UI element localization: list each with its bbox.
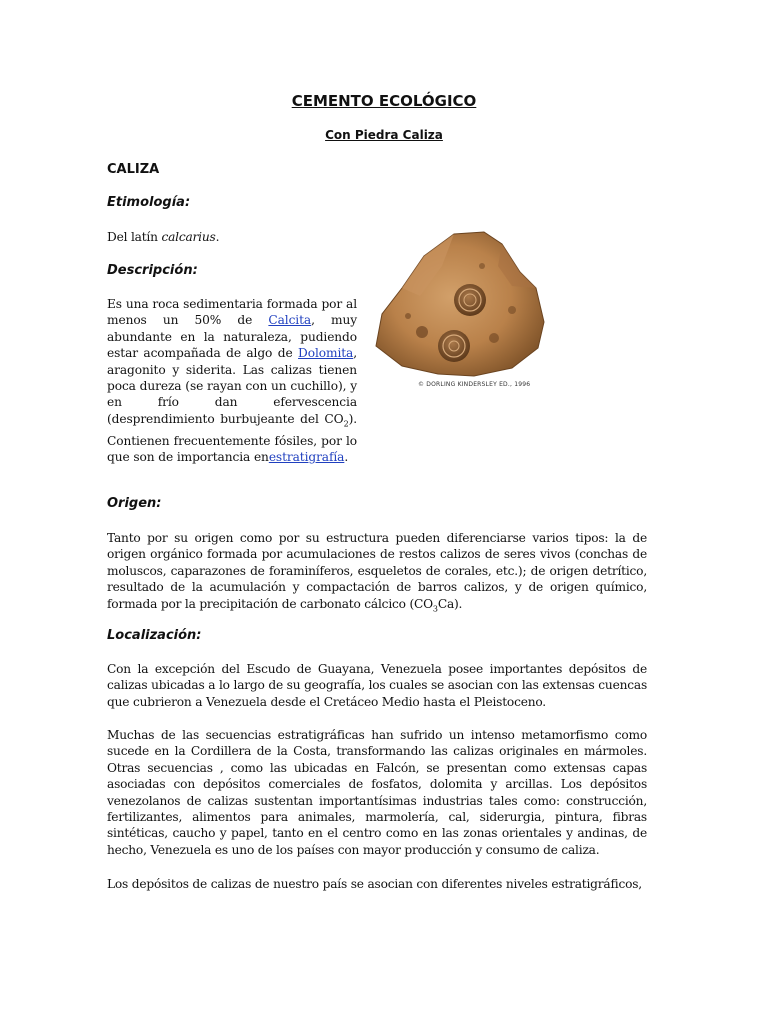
co3-subscript: 3 xyxy=(432,604,438,614)
heading-origen: Origen: xyxy=(107,496,162,511)
co2-subscript: 2 xyxy=(343,419,349,429)
document-subtitle: Con Piedra Caliza xyxy=(325,128,443,142)
descripcion-text-5: . xyxy=(344,450,349,465)
descripcion-text-4: ). Contienen frecuentemente fósiles, por lo que son de importancia en xyxy=(107,411,357,465)
origen-text-1: Tanto por su origen como por su estructura pueden diferenciarse varios tipos: la de origen orgánico formada por acumulaciones de restos calizos de seres vivos (conchas de moluscos, caparazones de foraminíferos, esqueletos de corales, etc.); de origen detrítico, resultado de la acumulación y compactación de barros calizos, y de origen químico, formada por la precipitación de carbonato cálcico (CO xyxy=(107,531,647,611)
limestone-fossil-photo xyxy=(362,226,548,394)
localizacion-paragraph-1: Con la excepción del Escudo de Guayana, Venezuela posee importantes depósitos de calizas ubicadas a lo largo de su geografía, los cuales se asocian con las extensas cuencas que cubrieron a Venezuela desde el Cretáceo Medio hasta el Pleistoceno. xyxy=(107,662,647,709)
localizacion-paragraph-2: Muchas de las secuencias estratigráficas han sufrido un intenso metamorfismo como sucede en la Cordillera de la Costa, transformando las calizas originales en mármoles. Otras secuencias , como las ubicadas en Falcón, se presentan como extensas capas asociadas con depósitos comerciales de fosfatos, dolomita y arcillas. Los depósitos venezolanos de calizas sustentan importantísimas industrias tales como: construcción, fertilizantes, alimentos para animales, marmolería, cal, siderurgia, pintura, fibras sintéticas, caucho y papel, tanto en el centro como en las zonas orientales y andinas, de hecho, Venezuela es uno de los países con mayor producción y consumo de caliza. xyxy=(107,728,647,857)
descripcion-paragraph xyxy=(107,296,357,466)
descripcion-text-3: , aragonito y siderita. Las calizas tienen poca dureza (se rayan con un cuchillo), y en frío dan efervescencia (desprendimiento burbujeante del CO xyxy=(107,346,357,426)
section-heading-caliza: CALIZA xyxy=(107,162,160,177)
photo-credit: © DORLING KINDERSLEY ED., 1996 xyxy=(418,381,531,388)
latin-word: calcarius xyxy=(161,230,216,244)
document-title: CEMENTO ECOLÓGICO xyxy=(291,92,477,110)
origen-text-2: Ca). xyxy=(437,596,463,611)
heading-localizacion: Localización: xyxy=(107,628,202,643)
etimologia-prefix: Del latín xyxy=(107,230,162,244)
heading-etimologia: Etimología: xyxy=(107,195,191,210)
estratigrafia-link[interactable]: estratigrafía xyxy=(268,450,345,465)
descripcion-text-1: Es una roca sedimentaria formada por al menos un 50% de xyxy=(107,297,357,328)
heading-descripcion: Descripción: xyxy=(107,263,198,278)
calcita-link[interactable]: Calcita xyxy=(268,313,312,328)
descripcion-text-2: , muy abundante en la naturaleza, pudiendo estar acompañada de algo de xyxy=(107,313,357,361)
localizacion-paragraph-3: Los depósitos de calizas de nuestro país se asocian con diferentes niveles estratigráficos, xyxy=(107,877,642,891)
etimologia-suffix: . xyxy=(215,230,220,244)
dolomita-link[interactable]: Dolomita xyxy=(298,346,354,361)
origen-paragraph xyxy=(107,530,647,617)
